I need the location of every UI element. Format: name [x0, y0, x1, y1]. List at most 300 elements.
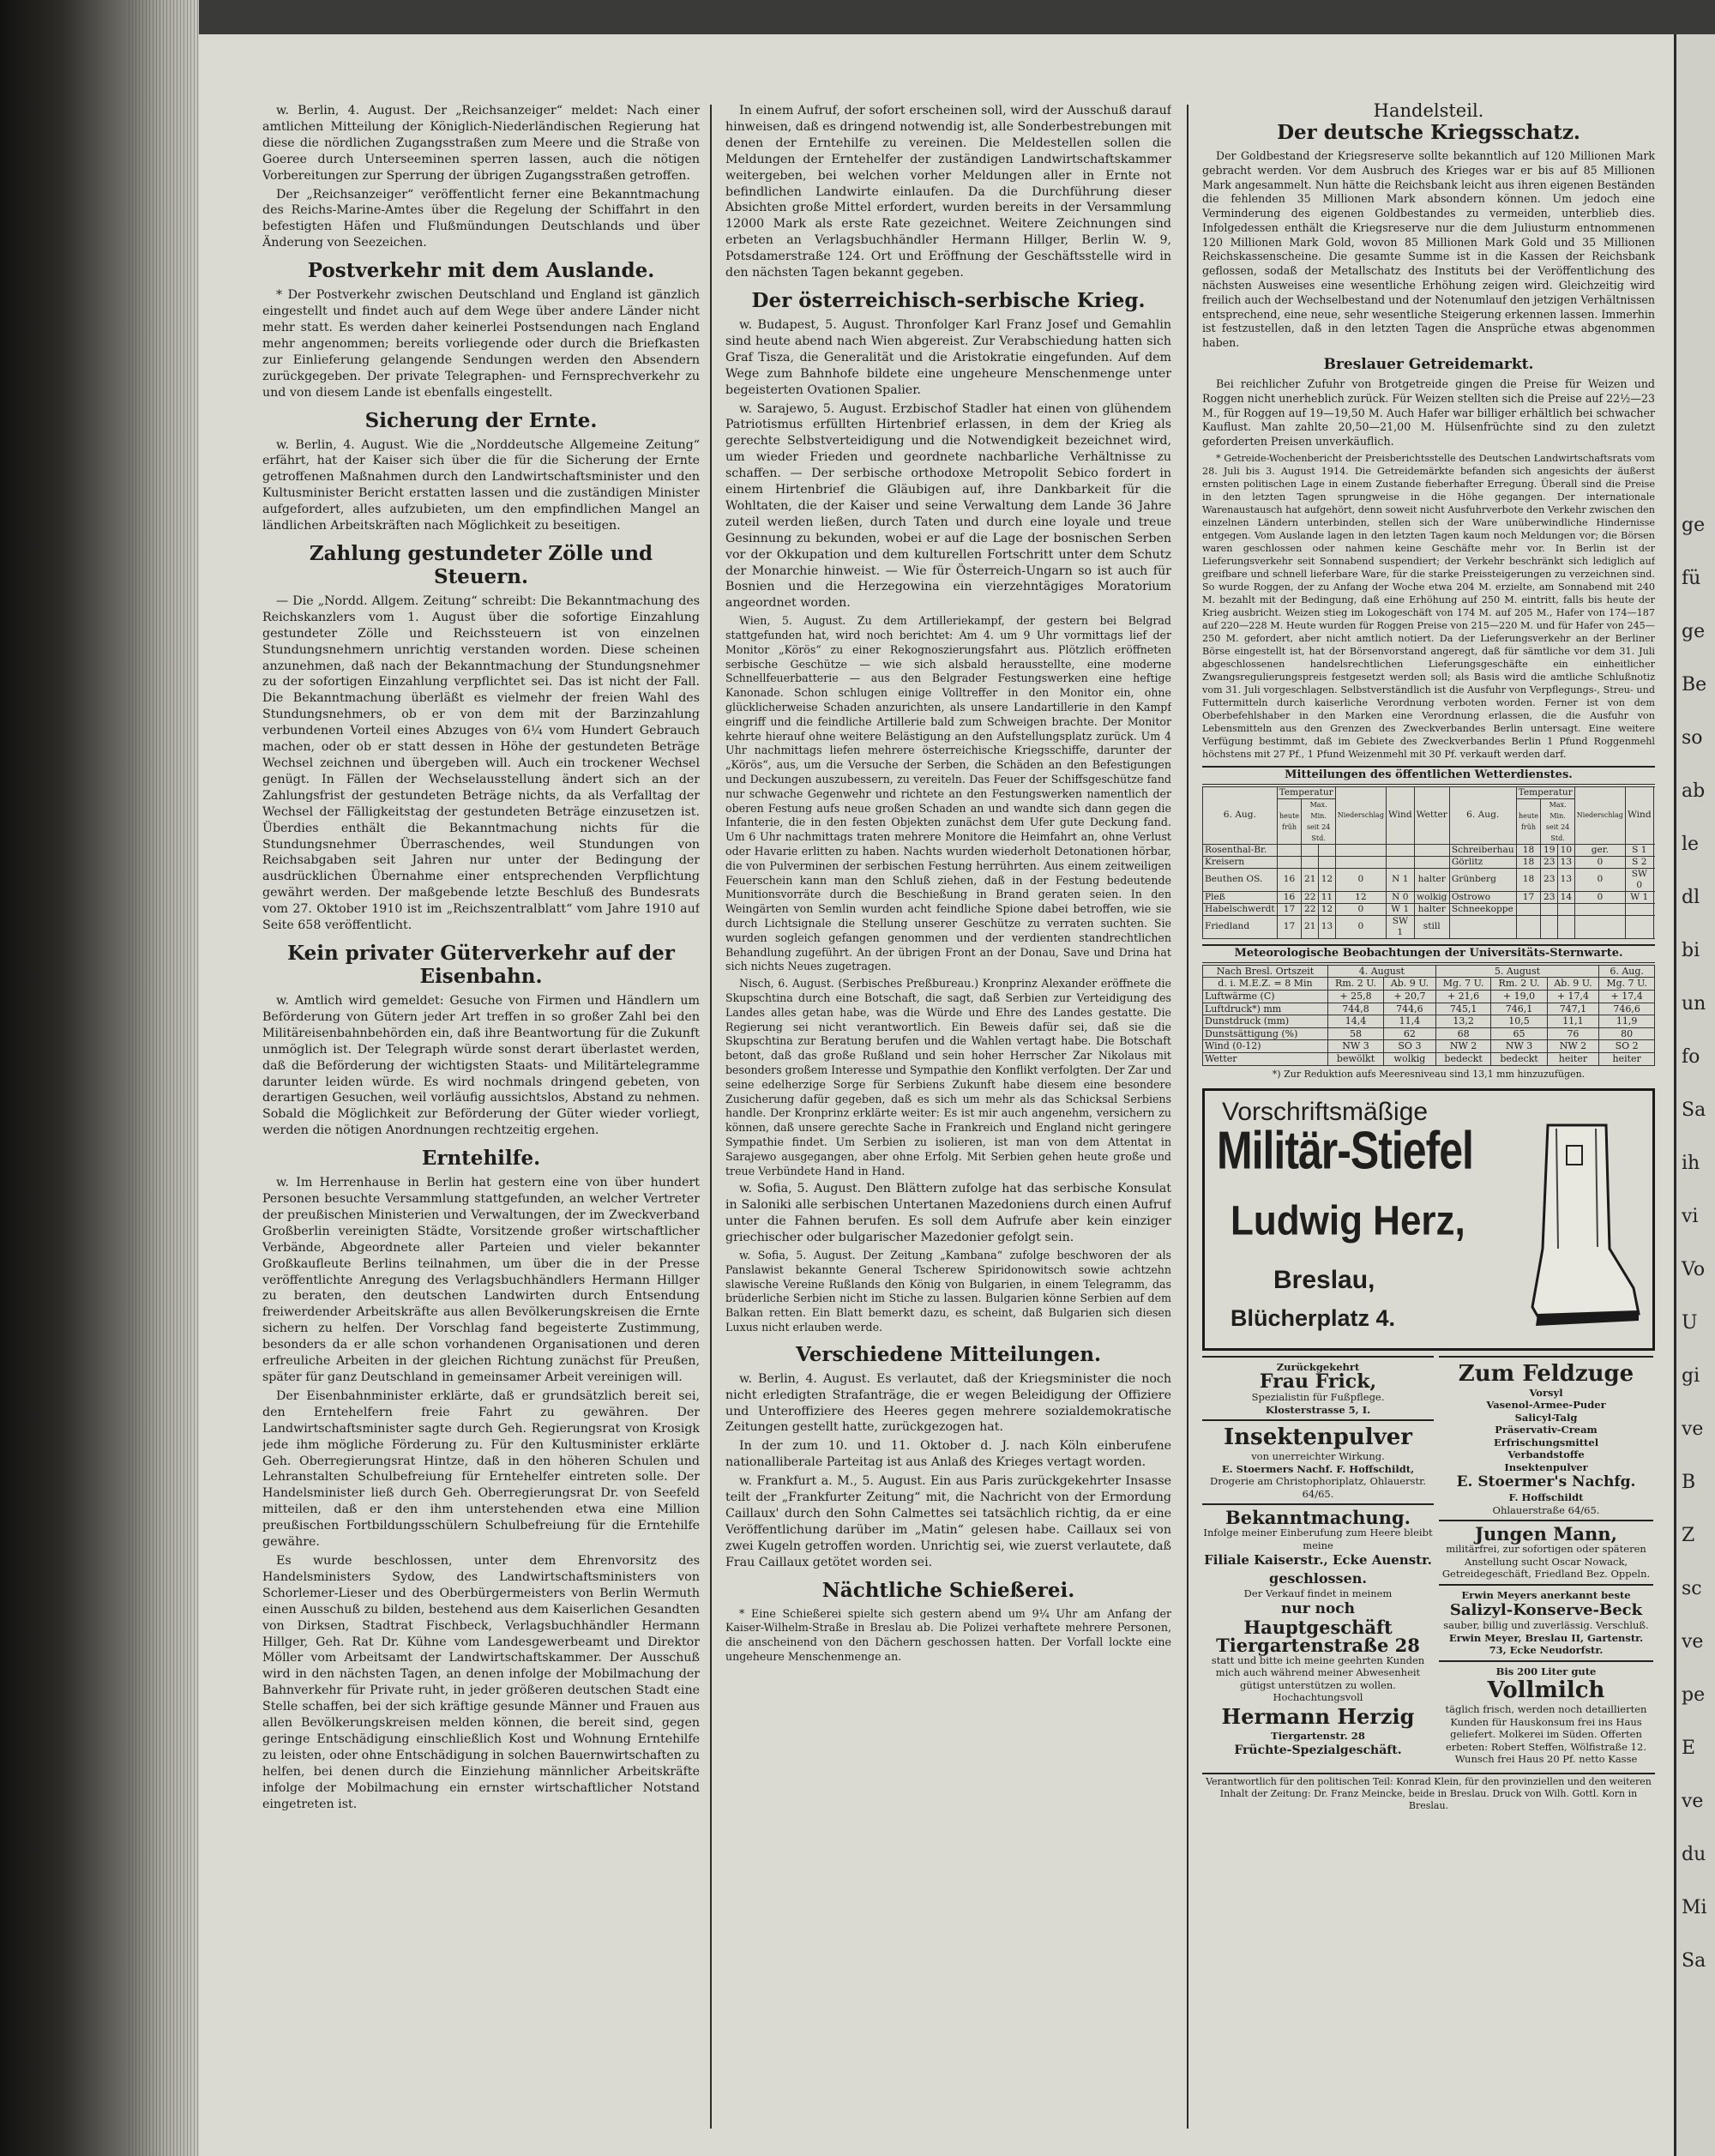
- imprint: Verantwortlich für den politischen Teil: Konrad Klein, für den provinziellen und den weiteren Inhalt der Zeitung: Dr. Franz Meincke, beide in Breslau. Druck von Wilh. Gottl. Korn in Breslau.: [1202, 1773, 1655, 1812]
- weather-cell: 11: [1319, 891, 1336, 903]
- adjacent-page-fragment: Mi: [1682, 1897, 1707, 1918]
- ad-item: Erfrischungsmittel: [1493, 1436, 1599, 1448]
- column-1: [262, 103, 700, 2127]
- adjacent-page-fragment: ve: [1682, 1418, 1704, 1440]
- weather-cell: [1653, 868, 1655, 891]
- adjacent-page-fragment: un: [1682, 993, 1706, 1015]
- weather-cell: ger.: [1574, 844, 1625, 856]
- observation-value: heiter: [1599, 1053, 1655, 1066]
- weather-cell: Rosenthal-Br.: [1203, 844, 1278, 856]
- ad-text: Infolge meiner Einberufung zum Heere bleibt meine: [1203, 1527, 1433, 1551]
- weather-cell: 0: [1574, 868, 1625, 891]
- observation-value: NW 2: [1547, 1040, 1599, 1053]
- weather-cell: [1653, 915, 1655, 938]
- article-text: w. Sofia, 5. August. Der Zeitung „Kambana“ zufolge beschworen der als Panslawist bekannte General Tscherew Spiridonowitsch sowie achtzehn slawische Vereine Rußlands den König von Bulgarien, in einem Telegramm, das brüderliche Serbien nicht im Stiche zu lassen. Bulgarien könne Serbien auf dem Balkan retten. Ein Blatt bemerkt dazu, es scheint, daß Bulgarien sich diesen Luxus nicht erlauben werde.: [725, 1248, 1171, 1334]
- ad-item: Verbandstoffe: [1507, 1448, 1585, 1461]
- observation-value: bedeckt: [1435, 1053, 1491, 1066]
- adjacent-page-fragment: fü: [1682, 568, 1701, 589]
- weather-rows: [1203, 844, 1656, 938]
- weather-cell: [1302, 856, 1319, 868]
- column-rule: [710, 105, 712, 2129]
- adjacent-page-fragment: ge: [1682, 515, 1706, 536]
- weather-cell: W 1: [1625, 891, 1653, 903]
- weather-row: [1203, 891, 1656, 903]
- weather-cell: S 1: [1625, 844, 1653, 856]
- adjacent-page-fragment: le: [1682, 834, 1700, 855]
- observation-value: heiter: [1547, 1053, 1599, 1066]
- adjacent-page-fragment: Vo: [1682, 1259, 1706, 1280]
- weather-date: 6. Aug.: [1203, 786, 1278, 844]
- article-text: * Getreide-Wochenbericht der Preisberichtsstelle des Deutschen Landwirtschaftsrats vom 28. Juli bis 3. August 1914. Die Getreidemärkte befanden sich angesichts der äußerst ernsten politischen Lage in einem Zustande fieberhafter Erregung. Überall sind die Preise in den letzten Tagen sprungweise in die Höhe gegangen. Der internationale Warenaustausch hat aufgehört, denn soweit nicht Ausfuhrverbote den Verkehr zwischen den einzelnen Ländern unterbinden, stellen sich der Ware unüberwindliche Hindernisse entgegen. Vom Auslande lagen in den letzten Tagen kaum noch Meldungen vor; die Börsen waren geschlossen oder nahmen keine Geschäfte mehr vor. In Berlin ist der Lieferungsverkehr seit Sonnabend suspendiert; der Verkehr beschränkt sich lediglich auf greifbare und schnell lieferbare Ware, für die starke Preissteigerungen zu verzeichnen sind. So wurde Roggen, der zu Anfang der Woche etwa 204 M. erzielte, am Sonnabend mit 240 M. bezahlt mit der Bedingung, daß eine Erhöhung auf 250 M. eintritt, falls bis heute der Krieg ausbricht. Weizen stieg im Lokogeschäft von 174 M. auf 205 M., Hafer von 174—187 auf 220—228 M. Heute wurden für Roggen Preise von 215—220 M. und für Hafer von 245—250 M. gefordert, aber nicht amtlich notiert. Da der Lieferungsverkehr an der Berliner Börse eingestellt ist, hat der Börsenvorstand angeregt, daß für sämtliche vor dem 31. Juli abgeschlossenen handelsrechtlichen Lieferungsgeschäfte ein einheitlicher Zwangsregulierungspreis festgesetzt werden soll; als Basis wird die amtliche Schlußnotiz vom 31. Juli vorgeschlagen. Selbstverständlich ist die Ausfuhr von Verpflegungs-, Streu- und Futtermitteln durch kaiserliche Verordnung verboten worden. Ferner ist von dem Oberbefehlshaber in den Marken eine Verordnung erlassen, die die Ausfuhr von Lebensmitteln aus den Grenzen des Zweckverbandes Berlin untersagt. Eine weitere Verfügung bestimmt, daß im Gebiete des Zweckverbandes Berlin 1 Pfund Roggenmehl höchstens mit 27 Pf., 1 Pfund Weizenmehl mit 30 Pf. verkauft werden darf.: [1202, 453, 1655, 761]
- ad-title: Jungen Mann,: [1475, 1523, 1617, 1545]
- observation-value: 746,1: [1491, 1003, 1547, 1015]
- weather-cell: 16: [1277, 868, 1302, 891]
- ad-text: Der Verkauf findet in meinem: [1243, 1587, 1393, 1600]
- article-text: w. Im Herrenhause in Berlin hat gestern eine von über hundert Personen besuchte Versammlung stattgefunden, an welcher Vertreter der preußischen Ministerien und Verwaltungen, der im Zweckverband Großberlin vereinigten Städte, Vorsitzende großer wirtschaftlicher Verbände, Abgeordnete aller Parteien und vieler bekannter Großkaufleute Berlins teilnahmen, um über die in der Presse veröffentlichte Anregung des Verlagsbuchhändlers Hermann Hillger zu beraten, den deutschen Landwirten durch Entsendung freiwerdender Arbeitskräfte aus allen Bevölkerungskreisen die Ernte sichern zu helfen. Der Vorschlag fand begeisterte Zustimmung, besonders da er alle schon vorhandenen Organisationen und deren erfreuliche Arbeiten in der gleichen Richtung zunächst für Preußen, später für ganz Deutschland in gemeinsamer Arbeit vereinigen will.: [262, 1176, 700, 1384]
- newspaper-page: [199, 34, 1674, 2156]
- observation-value: + 17,4: [1547, 991, 1599, 1003]
- observation-time-header: d. i. M.E.Z. = 8 Min: [1203, 978, 1328, 991]
- book-spine: [0, 0, 199, 2156]
- ad-salizyl: [1439, 1584, 1653, 1660]
- adjacent-page-fragment: gi: [1682, 1365, 1700, 1387]
- ad-text: militärfrei, zur sofortigen oder späteren Anstellung sucht Oscar Nowack, Getreidegeschäft, Friedland Bez. Oppeln.: [1441, 1543, 1651, 1581]
- weather-cell: 18: [1516, 856, 1541, 868]
- headline-schiesserei: Nächtliche Schießerei.: [821, 1578, 1075, 1602]
- observation-value: + 19,0: [1491, 991, 1547, 1003]
- weather-cell: 18: [1516, 844, 1541, 856]
- adjacent-page-fragment: fo: [1682, 1046, 1700, 1068]
- article-text: Nisch, 6. August. (Serbisches Preßbureau.) Kronprinz Alexander eröffnete die Skupschtina durch eine Botschaft, die sagt, daß Serbien zur Verteidigung des Landes alles getan habe, was die Würde und Ehre des Landes gestatte. Die Regierung sei nicht verantwortlich. Ein Beweis dafür sei, daß sie die Skupschtina zur Beratung berufen und die Wahlen vertagt habe. Die Botschaft betont, daß das große Rußland und sein hoher Herrscher Zar Nikolaus mit besonders großem Interesse und Sympathie den Konflikt verfolgten. Der Zar und seine edelherzige Sorge für Serbiens Zukunft habe diesem eine besondere Zusicherung dafür gegeben, daß es sich um mehr als das Schicksal Serbiens handle. Der Kronprinz erklärte weiter: Es ist mir auch angenehm, versichern zu können, daß unsere gerechte Sache in Frankreich und England nicht geringere Sympathie findet. Um Serbien zu isolieren, ist man von dem Attentat in Sarajewo ausgegangen, aber ohne Erfolg. Mit Serbien gehen heute große und treue Verbündete Hand in Hand.: [725, 977, 1171, 1177]
- observation-value: 11,9: [1599, 1015, 1655, 1028]
- article-text: Es wurde beschlossen, unter dem Ehrenvorsitz des Handelsministers Sydow, des Landwirtschaftsministers von Schorlemer-Lieser und des Oberbürgermeisters von Berlin Wermuth einen Ausschuß zu bilden, bestehend aus dem Kaiserlichen Gesandten von Dirksen, Stadtrat Fischbeck, Verlagsbuchhändler Hermann Hillger, Geh. Rat Dr. Kühne vom Landesgewerbeamt und Direktor Möller vom Arbeitsamt der Landwirtschaftskammer. Der Ausschuß wird in den nächsten Tagen, an denen infolge der Mobilmachung der Bahnverkehr für Private ruht, in jeder größeren deutschen Stadt eine Stelle schaffen, bei der sich kräftige gesunde Männer und Frauen aus allen Bevölkerungskreisen melden können, die bereit sind, gegen geringe Entschädigung einschließlich Kost und Wohnung Erntehilfe zu leisten, oder ohne Entschädigung in solchen Bauernwirtschaften zu helfen, bei denen durch die Einziehung männlicher Arbeitskräfte infolge der Mobilmachung ein ernster wirtschaftlicher Notstand eingetreten ist.: [262, 1553, 700, 1811]
- observation-row: [1203, 1040, 1655, 1053]
- adjacent-page-fragment: dl: [1682, 887, 1700, 908]
- weather-cell: [1386, 844, 1414, 856]
- ad-text: E. Stoermers Nachf. F. Hoffschildt,: [1221, 1462, 1415, 1475]
- observation-table: [1202, 965, 1655, 1066]
- observation-value: 14,4: [1327, 1015, 1383, 1028]
- observation-rows: [1203, 991, 1655, 1066]
- weather-cell: [1541, 903, 1558, 915]
- article-text: w. Berlin, 4. August. Wie die „Norddeutsche Allgemeine Zeitung“ erfährt, hat der Kaiser sich über die für die Sicherung der Ernte getroffenen Maßnahmen durch den Landwirtschaftsminister und den Kultusminister Bericht erstatten lassen und die zuständigen Minister aufgefordert, alles aufzubieten, um den empfindlichen Mangel an ländlichen Arbeitskräften nach Möglichkeit zu beseitigen.: [262, 437, 700, 533]
- ad-insektenpulver: [1202, 1419, 1434, 1503]
- headline-sicherung-ernte: Sicherung der Ernte.: [364, 408, 598, 432]
- ad-text: Spezialistin für Fußpflege.: [1251, 1391, 1385, 1404]
- weather-wind-header: Wind: [1625, 786, 1653, 844]
- ad-feldzuge: [1439, 1356, 1653, 1521]
- weather-today-header: heute früh: [1277, 798, 1302, 844]
- article-text: w. Budapest, 5. August. Thronfolger Karl Franz Josef und Gemahlin sind heute abend nach Wien abgereist. Zur Verabschiedung hatten sich Graf Tisza, die Generalität und die Aristokratie eingefunden. Auf dem Wege zum Bahnhofe bildete eine ungeheure Menschenmenge unter begeisterten Ovationen Spalier.: [725, 317, 1171, 397]
- adjacent-page-fragment: so: [1682, 727, 1703, 749]
- ad-text: Zurückgekehrt: [1276, 1360, 1360, 1373]
- article-text: Bei reichlicher Zufuhr von Brotgetreide gingen die Preise für Weizen und Roggen nicht unerheblich zurück. Für Weizen stellten sich die Preise auf 22½—23 M., für Roggen auf 19—19,50 M. Auch Hafer war billiger erhältlich bei schwacher Kauflust. Man zahlte 20,50—21,00 M. Hülsenfrüchte sind zu den zuletzt geforderten Preisen unverkäuflich.: [1202, 377, 1655, 449]
- weather-cell: 17: [1277, 903, 1302, 915]
- ad-title: Bekanntmachung.: [1225, 1507, 1411, 1529]
- weather-cell: [1449, 915, 1516, 938]
- column-3: [1202, 103, 1655, 2127]
- ad-text: Tiergartenstr. 28: [1271, 1729, 1365, 1742]
- observation-col: Ab. 9 U.: [1547, 978, 1599, 991]
- observation-row: [1203, 1015, 1655, 1028]
- weather-cell: [1653, 856, 1655, 868]
- headline-erntehilfe: Erntehilfe.: [421, 1147, 541, 1171]
- headline-mitteilungen: Verschiedene Mitteilungen.: [795, 1342, 1102, 1366]
- weather-row: [1203, 903, 1656, 915]
- weather-cell: 21: [1302, 868, 1319, 891]
- observation-value: 62: [1384, 1027, 1436, 1040]
- observation-value: 11,1: [1547, 1015, 1599, 1028]
- ad-text: E. Stoermer's Nachfg.: [1456, 1473, 1636, 1491]
- article-text: * Eine Schießerei spielte sich gestern abend um 9¼ Uhr am Anfang der Kaiser-Wilhelm-Straße in Breslau ab. Die Polizei verhaftete mehrere Personen, die anscheinend von den Dächern geschossen hatten. Der Vorfall lockte eine ungeheure Menschenmenge an.: [725, 1606, 1171, 1664]
- article-text: In der zum 10. und 11. Oktober d. J. nach Köln einberufene nationalliberale Parteitag ist aus Anlaß des Krieges vertagt worden.: [725, 1439, 1171, 1470]
- weather-cell: [1574, 903, 1625, 915]
- adjacent-page-fragment: Sa: [1682, 1099, 1706, 1121]
- weather-cell: [1277, 844, 1302, 856]
- weather-cell: 23: [1541, 868, 1558, 891]
- observation-value: 76: [1547, 1027, 1599, 1040]
- observation-label: Luftdruck*) mm: [1203, 1003, 1328, 1015]
- weather-cell: 17: [1516, 891, 1541, 903]
- ad-text: Hauptgeschäft: [1243, 1616, 1393, 1638]
- headline-gueterverkehr: Kein privater Güterverkehr auf der Eisenbahn.: [287, 941, 675, 988]
- weather-cell: [1516, 903, 1541, 915]
- observation-col: Mg. 7 U.: [1435, 978, 1491, 991]
- ad-column-right: [1439, 1356, 1653, 1769]
- ad-militaer-stiefel: [1202, 1088, 1655, 1351]
- weather-row: [1203, 844, 1656, 856]
- article-text: w. Frankfurt a. M., 5. August. Ein aus Paris zurückgekehrter Insasse teilt der „Frankfurter Zeitung“ mit, die Nachricht von der Ermordung Caillaux' durch den Sohn Calmettes sei tatsächlich richtig, da er eine Veröffentlichung darüber im „Matin“ gelesen habe. Caillaux sei von zwei Kugeln getroffen worden. Unrichtig sei, wie zuerst verlautete, daß Frau Caillaux getötet worden sei.: [725, 1474, 1171, 1569]
- ad-text: Hochachtungsvoll: [1273, 1691, 1363, 1704]
- weather-cell: 23: [1541, 856, 1558, 868]
- ad-text: Bis 200 Liter gute: [1495, 1665, 1597, 1677]
- adjacent-page-fragment: bi: [1682, 940, 1700, 961]
- observation-day: 5. August: [1435, 965, 1599, 978]
- headline-kriegsschatz: Der deutsche Kriegsschatz.: [1277, 120, 1580, 144]
- observation-title: Meteorologische Beobachtungen der Universitäts-Sternwarte.: [1202, 944, 1655, 963]
- ad-vollmilch: [1439, 1660, 1653, 1769]
- weather-cell: 0: [1335, 868, 1386, 891]
- ad-title: Vollmilch: [1487, 1677, 1605, 1704]
- weather-wetter-header: [1653, 786, 1655, 844]
- weather-cell: 12: [1319, 903, 1336, 915]
- observation-value: 10,5: [1491, 1015, 1547, 1028]
- weather-cell: 10: [1558, 844, 1575, 856]
- adjacent-page-fragment: ge: [1682, 621, 1706, 642]
- adjacent-page-fragment: Z: [1682, 1525, 1695, 1546]
- observation-value: 744,8: [1327, 1003, 1383, 1015]
- article-text: Wien, 5. August. Zu dem Artilleriekampf, der gestern bei Belgrad stattgefunden hat, wird noch berichtet: Am 4. um 9 Uhr vormittags lief der Monitor „Körös“ zu einer Rekognoszierungsfahrt aus. Plötzlich eröffneten serbische Geschütze — wie sich alsbald herausstellte, eine moderne Schnellfeuerbatterie — aus den Belgrader Festungswerken eine heftige Kanonade. Schon schlugen einige Volltreffer in den Monitor ein, ohne glücklicherweise Schaden anzurichten, als unsere Landartillerie in den Kampf eingriff und die feindliche Artillerie bald zum Schweigen brachte. Der Monitor kehrte hierauf ohne weitere Belästigung an den Aufstellungsplatz zurück. Um 4 Uhr nachmittags liefen mehrere österreichische Kriegsschiffe, darunter der „Körös“, aus, um die Versuche der Serben, die Schäden an den Befestigungen und Deckungen auszubessern, zu vereiteln. Das Feuer der Schiffsgeschütze fand nur schwache Gegenwehr und richtete an den Festungswerken namentlich der oberen Festung aufs neue großen Schaden an und wandte sich dann gegen die Infanterie, die in den festen Objekten zunächst dem Ufer gute Deckung fand. Um 6 Uhr nachmittags traten mehrere Monitore die Heimfahrt an, ohne Verlust oder Havarie erlitten zu haben. Nachts wurden wiederholt Detonationen hörbar, die von Pulverminen der serbischen Festung herrührten. Aus einem zeitweiligen Feuerschein kann man den Schluß ziehen, daß in der Festung bedeutende Munitionsvorräte durch die Beschießung in Brand geraten seien. In den Weingärten von Semlin wurden acht feindliche Spione dabei betroffen, wie sie durch Lichtsignale die Stellung unserer Geschütze zu verraten suchten. Sie wurden sogleich gefangen genommen und der verdienten standrechtlichen Behandlung zugeführt. An der übrigen Front an der Donau, Save und Drina hat sich nichts Neues zugetragen.: [725, 614, 1171, 973]
- observation-value: + 17,4: [1599, 991, 1655, 1003]
- ad-text: Wunsch frei Haus 20 Pf. netto Kasse: [1454, 1753, 1638, 1766]
- ad-text: sauber, billig und zuverlässig. Verschluß.: [1443, 1619, 1649, 1632]
- article-text: Der „Reichsanzeiger“ veröffentlicht ferner eine Bekanntmachung des Reichs-Marine-Amtes über die Regelung der Schiffahrt in den befestigten Häfen und Flußmündungen Deutschlands und über Änderung von Seezeichen.: [262, 187, 700, 250]
- weather-cell: 21: [1302, 915, 1319, 938]
- section-title: Handelsteil.: [1373, 103, 1484, 121]
- weather-row: [1203, 868, 1656, 891]
- ad-item: Vorsyl: [1529, 1386, 1563, 1399]
- weather-cell: 23: [1541, 891, 1558, 903]
- page-edges: [129, 0, 199, 2156]
- ad-text: Tiergartenstraße 28: [1216, 1634, 1420, 1656]
- weather-row: [1203, 915, 1656, 938]
- ad-text: täglich frisch, werden noch detaillierten Kunden für Hauskonsum frei ins Haus geliefert. Molkerei im Süden. Offerten erbeten: Robert Steffen, Wölfistraße 12.: [1445, 1703, 1647, 1753]
- adjacent-page-fragment: du: [1682, 1844, 1706, 1865]
- weather-cell: 0: [1574, 856, 1625, 868]
- weather-cell: [1319, 844, 1336, 856]
- weather-prec-header: Niederschlag: [1335, 786, 1386, 844]
- ad-text: Erwin Meyer, Breslau II, Gartenstr. 73, Ecke Neudorfstr.: [1448, 1631, 1644, 1657]
- ad-line: Ludwig Herz,: [1231, 1196, 1465, 1244]
- weather-cell: Beuthen OS.: [1203, 868, 1278, 891]
- weather-cell: [1574, 915, 1625, 938]
- article-text: w. Berlin, 4. August. Es verlautet, daß der Kriegsminister die noch nicht erledigten Strafanträge, die er wegen Beleidigung der Offiziere und Unteroffiziere des Heeres gegen mehrere sozialdemokratische Zeitungen gestellt hatte, zurückgezogen hat.: [725, 1371, 1171, 1435]
- observation-label: Dunstsättigung (%): [1203, 1027, 1328, 1040]
- observation-label: Luftwärme (C): [1203, 991, 1328, 1003]
- weather-cell: [1653, 891, 1655, 903]
- weather-temp-header: Temperatur: [1516, 786, 1574, 798]
- ad-text: von unerreichter Wirkung.: [1251, 1450, 1385, 1463]
- observation-row: [1203, 1053, 1655, 1066]
- observation-value: + 21,6: [1435, 991, 1491, 1003]
- ad-title: Hermann Herzig: [1221, 1703, 1415, 1729]
- weather-temp-header: Temperatur: [1277, 786, 1335, 798]
- observation-row: [1203, 991, 1655, 1003]
- weather-cell: [1625, 903, 1653, 915]
- adjacent-page-fragment: Sa: [1682, 1950, 1706, 1972]
- weather-cell: still: [1414, 915, 1449, 938]
- observation-value: wolkig: [1384, 1053, 1436, 1066]
- ad-column-left: [1202, 1356, 1434, 1769]
- weather-cell: halter: [1414, 868, 1449, 891]
- weather-cell: [1516, 915, 1541, 938]
- adjacent-page-fragment: B: [1682, 1472, 1696, 1493]
- weather-cell: Ostrowo: [1449, 891, 1516, 903]
- weather-title: Mitteilungen des öffentlichen Wetterdienstes.: [1202, 766, 1655, 785]
- weather-cell: 13: [1558, 868, 1575, 891]
- observation-col: Ab. 9 U.: [1384, 978, 1436, 991]
- ad-text: Erwin Meyers anerkannt beste: [1461, 1588, 1631, 1601]
- headline-krieg: Der österreichisch-serbische Krieg.: [751, 288, 1146, 312]
- observation-label: Wetter: [1203, 1053, 1328, 1066]
- weather-cell: [1386, 856, 1414, 868]
- observation-value: 80: [1599, 1027, 1655, 1040]
- ad-junger-mann: [1439, 1520, 1653, 1584]
- adjacent-page-fragment: U: [1682, 1312, 1698, 1334]
- article-text: Der Goldbestand der Kriegsreserve sollte bekanntlich auf 120 Millionen Mark gebracht werden. Vor dem Ausbruch des Krieges war er bis auf 85 Millionen Mark angesammelt. Nun hätte die Reichsbank leicht aus ihren eigenen Beständen die fehlenden 35 Millionen Mark absondern können. Um jedoch eine Verminderung des eigenen Goldbestandes zu vermeiden, unterblieb dies. Infolgedessen enthält die Kriegsreserve nur die dem Juliusturm entnommenen 120 Millionen Mark Gold, wovon 85 Millionen Mark Gold und 35 Millionen Reichskassenscheine. Die gesamte Summe ist in die Kassen der Reichsbank geflossen, sodaß der Metallschatz des Instituts bei der Veröffentlichung des nächsten Ausweises eine wesentliche Erhöhung zeigen wird. Gleichzeitig wird freilich auch der Wechselbestand und der Notenumlauf den jetzigen Verhältnissen entsprechend, eine neue, sehr wesentliche Steigerung erkennen lassen. Immerhin ist festzustellen, daß in den letzten Tagen die Ansprüche etwas abgenommen haben.: [1202, 148, 1655, 350]
- observation-row: [1203, 1003, 1655, 1015]
- weather-cell: 0: [1335, 903, 1386, 915]
- weather-table: [1202, 786, 1655, 939]
- weather-cell: 13: [1558, 856, 1575, 868]
- article-text: * Der Postverkehr zwischen Deutschland und England ist gänzlich eingestellt und findet auch auf dem Wege über andere Länder nicht mehr statt. Es werden daher keinerlei Postsendungen nach England mehr angenommen; bereits vorliegende oder durch die Briefkasten zur Einlieferung gelangende Sendungen werden den Absendern zurückgegeben. Der private Telegraphen- und Fernsprechverkehr zu und von diesem Lande ist ebenfalls eingestellt.: [262, 288, 700, 400]
- weather-cell: Görlitz: [1449, 856, 1516, 868]
- column-rule: [1187, 105, 1188, 2129]
- ad-title: Insektenpulver: [1223, 1424, 1413, 1451]
- ad-bekanntmachung: [1202, 1503, 1434, 1763]
- observation-col: Mg. 7 U.: [1599, 978, 1655, 991]
- observation-value: 745,1: [1435, 1003, 1491, 1015]
- weather-cell: Kreisern: [1203, 856, 1278, 868]
- weather-row: [1203, 856, 1656, 868]
- weather-cell: 0: [1574, 891, 1625, 903]
- adjacent-page-fragment: ih: [1682, 1153, 1700, 1174]
- weather-cell: [1319, 856, 1336, 868]
- observation-value: 58: [1327, 1027, 1383, 1040]
- weather-cell: S 2: [1625, 856, 1653, 868]
- observation-day: 6. Aug.: [1599, 965, 1655, 978]
- weather-cell: 19: [1541, 844, 1558, 856]
- observation-value: 746,6: [1599, 1003, 1655, 1015]
- ad-text: Drogerie am Christophoriplatz, Ohlauerstr. 64/65.: [1210, 1475, 1426, 1500]
- weather-cell: N 1: [1386, 868, 1414, 891]
- observation-value: 13,2: [1435, 1015, 1491, 1028]
- article-text: w. Sarajewo, 5. August. Erzbischof Stadler hat einen von glühendem Patriotismus erfüllten Hirtenbrief erlassen, in dem der Krieg als gerechte Selbstverteidigung und die Notwendigkeit bezeichnet wird, um wieder Frieden und geordnete nachbarliche Verhältnisse zu schaffen. — Der serbische orthodoxe Metropolit Sebico fordert in einem Hirtenbrief die Gläubigen auf, ihre Dankbarkeit für die Wohltaten, die der Kaiser und seine Verwaltung dem Lande 36 Jahre zuteil werden ließen, durch Taten und durch eine loyale und treue Gesinnung zu bekunden, wobei er auf die Lage der bosnischen Serben vor der Okkupation und dem kulturellen Fortschritt unter dem Schutz der Monarchie hinweist. — Wie für Österreich-Ungarn so ist auch für Bosnien und die Herzegowina ein vierzehntägiges Moratorium angeordnet worden.: [725, 401, 1171, 611]
- adjacent-page-fragment: ab: [1682, 780, 1706, 802]
- observation-value: + 20,7: [1384, 991, 1436, 1003]
- ad-text: geschlossen.: [1269, 1570, 1367, 1587]
- weather-cell: SW 0: [1625, 868, 1653, 891]
- weather-cell: 12: [1335, 891, 1386, 903]
- observation-value: 68: [1435, 1027, 1491, 1040]
- weather-cell: [1335, 844, 1386, 856]
- observation-value: NW 3: [1491, 1040, 1547, 1053]
- adjacent-page-fragment: pe: [1682, 1684, 1706, 1706]
- adjacent-page-edge: [1674, 34, 1715, 2156]
- adjacent-page-fragment: Be: [1682, 674, 1707, 696]
- weather-cell: N 0: [1386, 891, 1414, 903]
- ad-item: Präservativ-Cream: [1495, 1424, 1598, 1436]
- ad-grid: [1202, 1356, 1655, 1769]
- headline-getreidemarkt: Breslauer Getreidemarkt.: [1323, 356, 1534, 374]
- adjacent-page-fragment: ve: [1682, 1631, 1704, 1653]
- article-text: w. Sofia, 5. August. Den Blättern zufolge hat das serbische Konsulat in Saloniki alle serbischen Untertanen Mazedoniens durch einen Aufruf unter die Fahnen berufen. Es soll dem Aufrufe aber kein einziger griechischer oder bulgarischer Mazedonier gefolgt sein.: [725, 1182, 1171, 1245]
- weather-cell: halter: [1414, 903, 1449, 915]
- weather-cell: [1653, 844, 1655, 856]
- article-text: In einem Aufruf, der sofort erscheinen soll, wird der Ausschuß darauf hinweisen, daß es dringend notwendig ist, alle Sonderbestrebungen mit denen der Erntehilfe zu vereinen. Die Meldestellen sollen die Meldungen der Erntehelfer der zuständigen Landwirtschaftskammer weitergeben, bei welchen vorher Meldungen aller in Ernte not befindlichen Landwirte einlaufen. Da die Durchführung dieser Absichten große Mittel erfordert, wurden bereits in der Versammlung 12000 Mark als erste Rate gezeichnet. Weitere Zeichnungen sind erbeten an Verlagsbuchhändler Hermann Hillger, Berlin W. 9, Potsdamerstraße 124. Ort und Eröffnung der Geschäftsstelle wird in den nächsten Tagen bekannt gegeben.: [725, 104, 1171, 280]
- weather-cell: 22: [1302, 891, 1319, 903]
- weather-wind-header: Wind: [1386, 786, 1414, 844]
- ad-line: Breslau,: [1273, 1265, 1375, 1294]
- ad-item: Salicyl-Talg: [1514, 1411, 1578, 1424]
- weather-cell: 17: [1277, 915, 1302, 938]
- weather-cell: Grünberg: [1449, 868, 1516, 891]
- ad-text: nur noch: [1280, 1599, 1355, 1617]
- observation-value: 65: [1491, 1027, 1547, 1040]
- observation-day: 4. August: [1327, 965, 1435, 978]
- observation-col: Rm. 2 U.: [1491, 978, 1547, 991]
- observation-label: Dunstdruck (mm): [1203, 1015, 1328, 1028]
- ad-text: Filiale Kaiserstr., Ecke Auenstr.: [1204, 1552, 1432, 1569]
- ad-item: Vasenol-Armee-Puder: [1486, 1399, 1606, 1412]
- weather-cell: SW 1: [1386, 915, 1414, 938]
- ad-text: Klosterstrasse 5, I.: [1265, 1403, 1371, 1416]
- observation-value: SO 3: [1384, 1040, 1436, 1053]
- weather-cell: [1541, 915, 1558, 938]
- ad-title: Zum Feldzuge: [1458, 1360, 1634, 1387]
- weather-cell: [1335, 856, 1386, 868]
- weather-cell: [1625, 915, 1653, 938]
- observation-value: NW 3: [1327, 1040, 1383, 1053]
- weather-cell: [1558, 915, 1575, 938]
- adjacent-page-fragment: sc: [1682, 1578, 1702, 1599]
- observation-value: + 25,8: [1327, 991, 1383, 1003]
- ad-title: Frau Frick,: [1259, 1370, 1377, 1394]
- article-text: w. Amtlich wird gemeldet: Gesuche von Firmen und Händlern um Beförderung von Gütern jeder Art treffen in so großer Zahl bei den Militäreisenbahnbehörden ein, daß ihre Beantwortung für die Zukunft unmöglich ist. Der Telegraph würde sonst derart überlastet werden, daß die Beförderung der wichtigsten Staats- und Militärtelegramme darunter leiden würde. Es wird nochmals dringend gebeten, von derartigen Gesuchen, weil vorläufig aussichtslos, Abstand zu nehmen. Sobald die Möglichkeit zur Beförderung der Güter wieder vorliegt, werden die nötigen Anordnungen rechtzeitig ergehen.: [262, 993, 700, 1138]
- weather-max-header: Max. Min. seit 24 Std.: [1541, 798, 1574, 844]
- observation-value: bedeckt: [1491, 1053, 1547, 1066]
- observation-row: [1203, 1027, 1655, 1040]
- weather-cell: [1414, 844, 1449, 856]
- ad-text: F. Hoffschildt: [1508, 1491, 1584, 1504]
- weather-cell: 13: [1319, 915, 1336, 938]
- weather-cell: [1414, 856, 1449, 868]
- weather-cell: Schneekoppe: [1449, 903, 1516, 915]
- adjacent-page-fragment: E: [1682, 1737, 1696, 1759]
- weather-today-header: heute früh: [1516, 798, 1541, 844]
- weather-cell: wolkig: [1414, 891, 1449, 903]
- article-text: — Die „Nordd. Allgem. Zeitung“ schreibt: Die Bekanntmachung des Reichskanzlers vom 1. August über die sofortige Einzahlung gestundeter Zölle und Reichssteuern ist von einzelnen Stundungsnehmern unrichtig verstanden worden. Diese scheinen anzunehmen, daß nach der Bekanntmachung der Stundungsnehmer zu der sofortigen Einzahlung verpflichtet sei. Das ist nicht der Fall. Die Bekanntmachung überläßt es vielmehr der freien Wahl des Stundungsnehmers, ob er von dem mit der Barzinzahlung verbundenen Vorteil eines Abzuges von 6¼ vom Hundert Gebrauch machen, oder ob er statt dessen in Höhe der gestundeten Beträge Wechsel zeichnen und übergeben will. Auch ein trockener Wechsel genügt. In Fällen der Wechselausstellung ändert sich an der Zahlungsfrist der gestundeten Beträge nichts, da als Verfalltag der Wechsel der Fälligkeitstag der gestundeten Beträge einzusetzen ist. Überdies enthält die Bekanntmachung nichts für die Stundungsnehmer Überraschendes, weil Stundungen von Reichsabgaben seit Jahren nur unter der Bedingung der ausdrücklichen Übernahme einer entsprechenden Verpflichtung gewährt werden. Der maßgebende letzte Beschluß des Bundesrats vom 27. Oktober 1910 ist im „Reichszentralblatt“ vom Jahre 1910 auf Seite 658 veröffentlicht.: [262, 593, 700, 933]
- observation-time-header: Nach Bresl. Ortszeit: [1203, 965, 1328, 978]
- weather-cell: W 1: [1386, 903, 1414, 915]
- weather-wetter-header: Wetter: [1414, 786, 1449, 844]
- headline-zahlung: Zahlung gestundeter Zölle und Steuern.: [309, 541, 653, 588]
- weather-cell: Friedland: [1203, 915, 1278, 938]
- weather-cell: 18: [1516, 868, 1541, 891]
- weather-cell: Schreiberhau: [1449, 844, 1516, 856]
- weather-cell: [1558, 903, 1575, 915]
- weather-cell: 22: [1302, 903, 1319, 915]
- ad-frick: [1202, 1356, 1434, 1420]
- weather-cell: 14: [1558, 891, 1575, 903]
- observation-note: *) Zur Reduktion aufs Meeresniveau sind 13,1 mm hinzuzufügen.: [1272, 1068, 1586, 1080]
- weather-cell: Pleß: [1203, 891, 1278, 903]
- weather-cell: 16: [1277, 891, 1302, 903]
- weather-cell: 0: [1335, 915, 1386, 938]
- weather-cell: Habelschwerdt: [1203, 903, 1278, 915]
- observation-value: 747,1: [1547, 1003, 1599, 1015]
- observation-label: Wind (0-12): [1203, 1040, 1328, 1053]
- ad-item: Insektenpulver: [1504, 1460, 1588, 1473]
- ad-line: Blücherplatz 4.: [1231, 1304, 1396, 1331]
- boot-icon: [1513, 1120, 1642, 1334]
- ad-line: Militär-Stiefel: [1217, 1119, 1473, 1180]
- observation-value: SO 2: [1599, 1040, 1655, 1053]
- ad-line: Vorschriftsmäßige: [1222, 1097, 1429, 1126]
- observation-value: bewölkt: [1327, 1053, 1383, 1066]
- observation-value: NW 2: [1435, 1040, 1491, 1053]
- ad-text: Ohlauerstraße 64/65.: [1492, 1503, 1600, 1516]
- headline-postverkehr: Postverkehr mit dem Auslande.: [307, 259, 655, 283]
- observation-col: Rm. 2 U.: [1327, 978, 1383, 991]
- ad-title: Salizyl-Konserve-Beck: [1449, 1601, 1643, 1620]
- adjacent-page-fragment: vi: [1682, 1206, 1699, 1227]
- weather-max-header: Max. Min. seit 24 Std.: [1302, 798, 1335, 844]
- weather-cell: [1277, 856, 1302, 868]
- article-text: Der Eisenbahnminister erklärte, daß er grundsätzlich bereit sei, den Erntehelfern freie Fahrt zu gewähren. Der Landwirtschaftsminister sagte durch Geh. Regierungsrat von Krosigk jede ihm mögliche Förderung zu. Für den Kultusminister erklärte Geh. Oberregierungsrat Hintze, daß in den höheren Schulen und Lehranstalten Schulbefreiung für Erntehelfer eintreten solle. Der Handelsminister ließ durch Geh. Oberregierungsrat Dr. von Seefeld mitteilen, daß er den ihm unterstehenden etwa eine Million preußischen Fortbildungsschülern Schulbefreiung für die Erntehilfe gewähre.: [262, 1388, 700, 1550]
- column-2: [725, 103, 1171, 2127]
- article-text: w. Berlin, 4. August. Der „Reichsanzeiger“ meldet: Nach einer amtlichen Mitteilung der Königlich-Niederländischen Regierung hat diese die nördlichen Zugangsstraßen zum Meere und die Straße von Goeree durch Unterseeminen sperren lassen, auch die nötigen Vorbereitungen zur Sperrung der übrigen Zugangsstraßen getroffen.: [262, 104, 700, 183]
- weather-cell: 12: [1319, 868, 1336, 891]
- observation-value: 11,4: [1384, 1015, 1436, 1028]
- weather-cell: [1302, 844, 1319, 856]
- weather-prec-header: Niederschlag: [1574, 786, 1625, 844]
- observation-value: 744,6: [1384, 1003, 1436, 1015]
- weather-date: 6. Aug.: [1449, 786, 1516, 844]
- adjacent-page-fragment: ve: [1682, 1791, 1704, 1812]
- weather-cell: [1653, 903, 1655, 915]
- ad-text: Früchte-Spezialgeschäft.: [1234, 1743, 1402, 1758]
